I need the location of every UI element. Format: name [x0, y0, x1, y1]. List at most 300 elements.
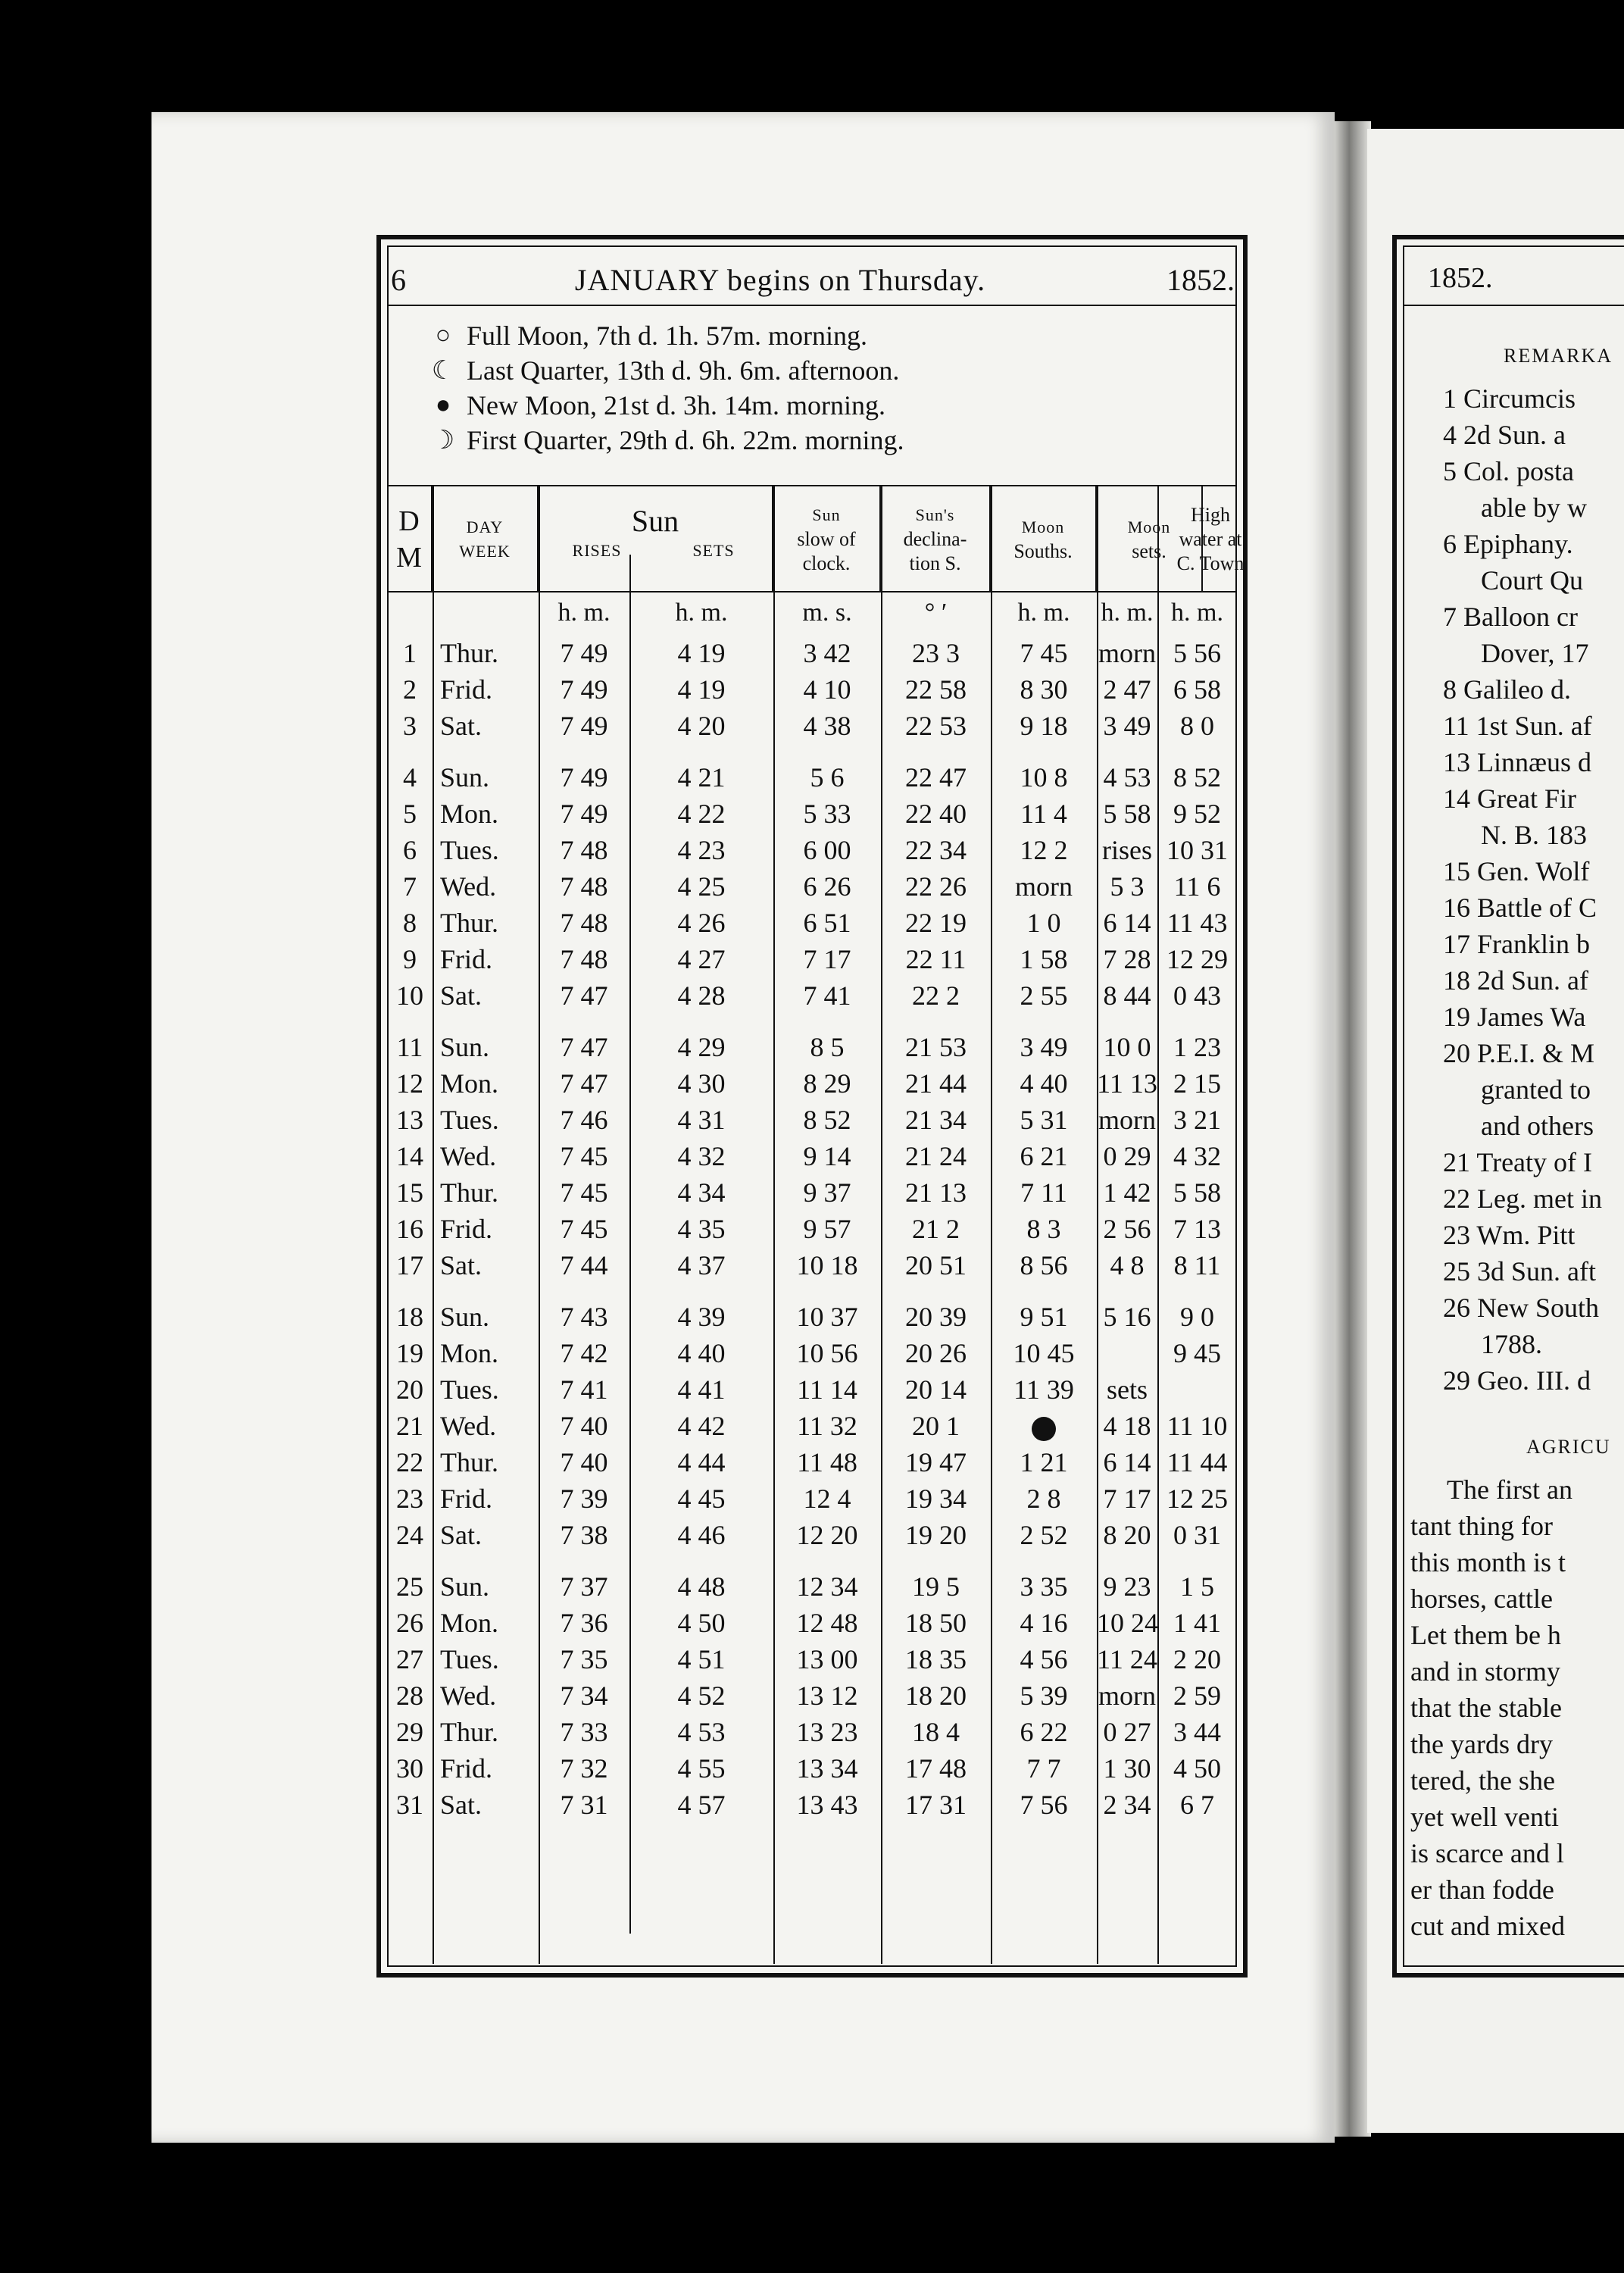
day-number: 13	[396, 1105, 423, 1135]
rises-label: RISES	[572, 541, 622, 560]
high-water: 3 21	[1173, 1105, 1221, 1135]
sun-slow: 11 14	[797, 1374, 857, 1405]
weekday: Tues.	[440, 1374, 499, 1405]
sun-rises: 7 49	[560, 711, 608, 741]
sun-sets: 4 57	[677, 1790, 726, 1820]
page-year: 1852.	[1166, 263, 1235, 297]
remark-line: 4 2d Sun. a	[1443, 420, 1566, 450]
moon-souths: 8 30	[1020, 674, 1068, 705]
sun-rises: 7 31	[560, 1790, 608, 1820]
remark-line: 8 Galileo d.	[1443, 674, 1571, 705]
day-number: 20	[396, 1374, 423, 1405]
weekday: Mon.	[440, 1608, 499, 1638]
remark-line: granted to	[1481, 1074, 1591, 1105]
sets-label: SETS	[692, 541, 735, 560]
sun-declination: 19 5	[912, 1571, 960, 1602]
remark-line: 25 3d Sun. aft	[1443, 1256, 1596, 1287]
agriculture-line: and in stormy	[1410, 1656, 1560, 1687]
moon-souths: 2 8	[1026, 1484, 1061, 1514]
high-water: 9 45	[1173, 1338, 1221, 1368]
slow-label-3: clock.	[802, 552, 851, 574]
sun-declination: 22 34	[905, 835, 967, 865]
sun-slow: 13 43	[796, 1790, 858, 1820]
col-sun-slow	[773, 486, 881, 592]
sun-sets: 4 42	[677, 1411, 726, 1441]
sun-rises: 7 47	[560, 980, 608, 1011]
sun-declination: 21 2	[912, 1214, 960, 1244]
high-water: 12 29	[1166, 944, 1228, 974]
sun-declination: 22 11	[905, 944, 967, 974]
sun-rises: 7 42	[560, 1338, 608, 1368]
sun-slow: 9 57	[803, 1214, 851, 1244]
moon-sets: 3 49	[1103, 711, 1151, 741]
unit-label: h. m.	[1017, 599, 1070, 627]
day-number: 18	[396, 1302, 423, 1332]
day-number: 10	[396, 980, 423, 1011]
moon-sets: 10 24	[1097, 1608, 1158, 1638]
sun-sets: 4 19	[677, 674, 726, 705]
moon-sets: 0 29	[1103, 1141, 1151, 1171]
high-water: 8 11	[1173, 1250, 1221, 1280]
sun-rises: 7 48	[560, 871, 608, 902]
agriculture-line: the yards dry	[1410, 1729, 1553, 1759]
high-water: 10 31	[1166, 835, 1228, 865]
sun-rises: 7 39	[560, 1484, 608, 1514]
moon-souths: 6 21	[1020, 1141, 1068, 1171]
sun-rises: 7 45	[560, 1141, 608, 1171]
sun-rises: 7 40	[560, 1411, 608, 1441]
sun-sets: 4 35	[677, 1214, 726, 1244]
sun-sets: 4 44	[677, 1447, 726, 1477]
table-header-rule	[387, 591, 1237, 592]
sun-declination: 20 26	[905, 1338, 967, 1368]
decl-label-2: declina-	[903, 528, 967, 550]
day-number: 7	[403, 871, 417, 902]
remark-line: 14 Great Fir	[1443, 783, 1576, 814]
almanac-table	[387, 486, 1245, 1964]
sun-slow: 5 33	[803, 799, 851, 829]
weekday: Sun.	[440, 1032, 490, 1062]
phase-text: Last Quarter, 13th d. 9h. 6m. afternoon.	[467, 355, 900, 386]
sun-declination: 22 19	[905, 908, 967, 938]
sun-slow: 12 20	[796, 1520, 858, 1550]
high-water: 5 58	[1173, 1177, 1221, 1208]
dm-d-label: D	[398, 505, 420, 537]
moon-souths: 2 52	[1020, 1520, 1068, 1550]
sun-slow: 6 26	[803, 871, 851, 902]
sun-declination: 22 53	[905, 711, 967, 741]
moon-souths: 10 45	[1013, 1338, 1075, 1368]
moon-souths: 1 21	[1020, 1447, 1068, 1477]
sun-rises: 7 49	[560, 799, 608, 829]
high-water: 1 41	[1173, 1608, 1221, 1638]
moon-souths: 9 18	[1020, 711, 1068, 741]
agriculture-line: is scarce and l	[1410, 1838, 1564, 1868]
sun-slow: 7 41	[803, 980, 851, 1011]
sun-rises: 7 48	[560, 835, 608, 865]
sun-rises: 7 44	[560, 1250, 608, 1280]
sun-rises: 7 37	[560, 1571, 608, 1602]
sun-sets: 4 55	[677, 1753, 726, 1784]
high-water: 11 10	[1166, 1411, 1228, 1441]
sun-declination: 21 34	[905, 1105, 967, 1135]
sun-sets: 4 31	[677, 1105, 726, 1135]
sun-rises: 7 45	[560, 1177, 608, 1208]
right-header-rule	[1403, 305, 1624, 306]
sun-sets: 4 45	[677, 1484, 726, 1514]
moon-sets: 0 27	[1103, 1717, 1151, 1747]
dm-m-label: M	[396, 542, 422, 574]
sun-sets: 4 48	[677, 1571, 726, 1602]
sun-rises: 7 49	[560, 638, 608, 668]
phase-new-moon	[424, 388, 1182, 423]
moon-sets: morn	[1098, 638, 1156, 668]
sun-sets: 4 52	[677, 1681, 726, 1711]
moon-sets: 8 44	[1103, 980, 1151, 1011]
phase-text: First Quarter, 29th d. 6h. 22m. morning.	[467, 425, 904, 455]
sun-declination: 22 58	[905, 674, 967, 705]
weekday: Sun.	[440, 762, 490, 793]
dw-label-1: DAY	[466, 517, 504, 536]
moon-sets: 5 58	[1103, 799, 1151, 829]
sun-rises: 7 35	[560, 1644, 608, 1674]
moon-sets: 4 8	[1110, 1250, 1145, 1280]
decl-label-3: tion S.	[909, 552, 961, 574]
sun-sets: 4 21	[677, 762, 726, 793]
high-water: 8 52	[1173, 762, 1221, 793]
sun-slow: 4 10	[803, 674, 851, 705]
sun-declination: 20 14	[905, 1374, 967, 1405]
sun-declination: 22 2	[912, 980, 960, 1011]
sun-sets: 4 23	[677, 835, 726, 865]
sun-sets: 4 32	[677, 1141, 726, 1171]
sun-declination: 21 24	[905, 1141, 967, 1171]
moon-souths: 6 22	[1020, 1717, 1068, 1747]
remark-line: 11 1st Sun. af	[1443, 711, 1592, 741]
moon-sets: morn	[1098, 1105, 1156, 1135]
remark-line: 13 Linnæus d	[1443, 747, 1592, 777]
moon-sets: 11 13	[1097, 1068, 1157, 1099]
south-label-1: Moon	[1021, 517, 1065, 536]
weekday: Thur.	[440, 638, 498, 668]
remark-line: 21 Treaty of I	[1443, 1147, 1592, 1177]
moon-souths: 7 7	[1026, 1753, 1061, 1784]
moon-sets: 4 18	[1103, 1411, 1151, 1441]
page-number: 6	[391, 263, 406, 297]
scan-background	[0, 0, 1624, 114]
moon-sets: rises	[1102, 835, 1152, 865]
sun-sets: 4 19	[677, 638, 726, 668]
sun-sets: 4 20	[677, 711, 726, 741]
moon-souths: 2 55	[1020, 980, 1068, 1011]
weekday: Sat.	[440, 711, 483, 741]
moon-souths: 7 56	[1020, 1790, 1068, 1820]
sun-slow: 6 00	[803, 835, 851, 865]
remark-line: 6 Epiphany.	[1443, 529, 1573, 559]
msets-label-1: Moon	[1127, 517, 1171, 536]
moon-sets: 11 24	[1097, 1644, 1157, 1674]
high-water: 12 25	[1166, 1484, 1228, 1514]
sun-rises: 7 48	[560, 908, 608, 938]
moon-souths: 5 31	[1020, 1105, 1068, 1135]
remark-line: 17 Franklin b	[1443, 929, 1590, 959]
sun-slow: 10 56	[796, 1338, 858, 1368]
moon-souths: 4 40	[1020, 1068, 1068, 1099]
sun-slow: 11 48	[797, 1447, 857, 1477]
moon-souths: 3 49	[1020, 1032, 1068, 1062]
moon-souths: 1 58	[1020, 944, 1068, 974]
remark-line: 29 Geo. III. d	[1443, 1365, 1591, 1396]
moon-sets: 5 16	[1103, 1302, 1151, 1332]
moon-sets: morn	[1098, 1681, 1156, 1711]
moon-sets: 6 14	[1103, 1447, 1151, 1477]
remark-line: 16 Battle of C	[1443, 893, 1597, 923]
agriculture-line: Let them be h	[1410, 1620, 1561, 1650]
sun-label: Sun	[631, 504, 679, 538]
col-declination	[881, 486, 991, 592]
agriculture-line: tered, the she	[1410, 1765, 1555, 1796]
unit-label: m. s.	[802, 599, 852, 627]
sun-sets: 4 25	[677, 871, 726, 902]
sun-rises: 7 33	[560, 1717, 608, 1747]
sun-slow: 3 42	[803, 638, 851, 668]
phase-text: Full Moon, 7th d. 1h. 57m. morning.	[467, 320, 868, 351]
weekday: Wed.	[440, 1411, 497, 1441]
remark-line: 18 2d Sun. af	[1443, 965, 1588, 996]
sun-slow: 13 23	[796, 1717, 858, 1747]
day-number: 11	[396, 1032, 423, 1062]
sun-sets: 4 41	[677, 1374, 726, 1405]
weekday: Mon.	[440, 799, 499, 829]
day-number: 15	[396, 1177, 423, 1208]
high-water: 4 32	[1173, 1141, 1221, 1171]
sun-declination: 19 20	[905, 1520, 967, 1550]
moon-sets: 8 20	[1103, 1520, 1151, 1550]
sun-sets: 4 29	[677, 1032, 726, 1062]
sun-declination: 19 34	[905, 1484, 967, 1514]
sun-sets: 4 22	[677, 799, 726, 829]
remark-line: able by w	[1481, 492, 1587, 523]
day-number: 31	[396, 1790, 423, 1820]
remark-line: 7 Balloon cr	[1443, 602, 1578, 632]
last-quarter-icon: ☾	[431, 357, 455, 385]
moon-souths: 9 51	[1020, 1302, 1068, 1332]
sun-sets: 4 30	[677, 1068, 726, 1099]
sun-rises: 7 38	[560, 1520, 608, 1550]
agriculture-line: horses, cattle	[1410, 1584, 1553, 1614]
sun-slow: 9 37	[803, 1177, 851, 1208]
weekday: Frid.	[440, 1484, 493, 1514]
sun-rises: 7 46	[560, 1105, 608, 1135]
phase-full-moon	[424, 318, 1182, 353]
sun-declination: 21 53	[905, 1032, 967, 1062]
day-number: 25	[396, 1571, 423, 1602]
day-number: 8	[403, 908, 417, 938]
high-water: 1 23	[1173, 1032, 1221, 1062]
high-water: 8 0	[1180, 711, 1214, 741]
weekday: Sun.	[440, 1302, 490, 1332]
sun-slow: 6 51	[803, 908, 851, 938]
sun-slow: 8 29	[803, 1068, 851, 1099]
remark-line: 22 Leg. met in	[1443, 1183, 1602, 1214]
weekday: Frid.	[440, 1753, 493, 1784]
weekday: Wed.	[440, 1681, 497, 1711]
high-water: 6 7	[1180, 1790, 1214, 1820]
sun-rises: 7 49	[560, 762, 608, 793]
sun-sets: 4 26	[677, 908, 726, 938]
day-number: 24	[396, 1520, 423, 1550]
moon-phases	[424, 318, 1182, 458]
sun-sets: 4 51	[677, 1644, 726, 1674]
sun-rises: 7 34	[560, 1681, 608, 1711]
agriculture-line: tant thing for	[1410, 1511, 1553, 1541]
phase-text: New Moon, 21st d. 3h. 14m. morning.	[467, 390, 885, 421]
moon-souths: 5 39	[1020, 1681, 1068, 1711]
moon-sets: 2 47	[1103, 674, 1151, 705]
sun-slow: 13 34	[796, 1753, 858, 1784]
weekday: Frid.	[440, 674, 493, 705]
moon-sets: 2 34	[1103, 1790, 1151, 1820]
sun-rises: 7 43	[560, 1302, 608, 1332]
moon-souths: morn	[1015, 871, 1073, 902]
weekday: Thur.	[440, 908, 498, 938]
book-gutter	[1335, 121, 1371, 2137]
high-water: 2 15	[1173, 1068, 1221, 1099]
sun-rises: 7 41	[560, 1374, 608, 1405]
sun-declination: 17 48	[905, 1753, 967, 1784]
moon-souths: 7 45	[1020, 638, 1068, 668]
moon-souths: 8 3	[1026, 1214, 1061, 1244]
sun-declination: 22 40	[905, 799, 967, 829]
full-moon-icon: ○	[435, 321, 451, 349]
high-water: 1 5	[1180, 1571, 1214, 1602]
agriculture-line: er than fodde	[1410, 1874, 1554, 1905]
agriculture-line: cut and mixed	[1410, 1911, 1565, 1941]
weekday: Sat.	[440, 1520, 483, 1550]
sun-rises: 7 48	[560, 944, 608, 974]
moon-souths: 4 16	[1020, 1608, 1068, 1638]
slow-label-1: Sun	[812, 505, 841, 524]
day-number: 4	[403, 762, 417, 793]
moon-sets: 1 42	[1103, 1177, 1151, 1208]
high-water: 5 56	[1173, 638, 1221, 668]
sun-rises: 7 47	[560, 1032, 608, 1062]
day-number: 14	[396, 1141, 423, 1171]
sun-rises: 7 32	[560, 1753, 608, 1784]
moon-souths: 3 35	[1020, 1571, 1068, 1602]
high-water: 4 50	[1173, 1753, 1221, 1784]
day-number: 17	[396, 1250, 423, 1280]
phase-first-quarter	[424, 423, 1182, 458]
day-number: 19	[396, 1338, 423, 1368]
unit-label: h. m.	[557, 599, 611, 627]
sun-slow: 8 52	[803, 1105, 851, 1135]
new-moon-icon: ●	[435, 391, 451, 419]
hw-label-3: C. Town	[1176, 552, 1245, 574]
weekday: Frid.	[440, 1214, 493, 1244]
sun-slow: 13 00	[796, 1644, 858, 1674]
sun-sets: 4 34	[677, 1177, 726, 1208]
weekday: Thur.	[440, 1717, 498, 1747]
unit-label: h. m.	[1101, 599, 1154, 627]
high-water: 11 6	[1173, 871, 1221, 902]
sun-sets: 4 27	[677, 944, 726, 974]
day-number: 6	[403, 835, 417, 865]
remark-line: 23 Wm. Pitt	[1443, 1220, 1576, 1250]
sun-sets: 4 53	[677, 1717, 726, 1747]
high-water: 0 31	[1173, 1520, 1221, 1550]
sun-slow: 11 32	[797, 1411, 857, 1441]
moon-sets: 7 17	[1103, 1484, 1151, 1514]
day-number: 5	[403, 799, 417, 829]
page-title: JANUARY begins on Thursday.	[574, 263, 986, 297]
msets-label-2: sets.	[1132, 540, 1166, 562]
weekday: Frid.	[440, 944, 493, 974]
sun-declination: 18 4	[912, 1717, 960, 1747]
sun-sets: 4 37	[677, 1250, 726, 1280]
weekday: Sun.	[440, 1571, 490, 1602]
phase-last-quarter	[424, 353, 1182, 388]
sun-slow: 8 5	[810, 1032, 845, 1062]
day-number: 27	[396, 1644, 423, 1674]
weekday: Thur.	[440, 1177, 498, 1208]
high-water: 3 44	[1173, 1717, 1221, 1747]
high-water: 7 13	[1173, 1214, 1221, 1244]
agriculture-line: this month is t	[1410, 1547, 1566, 1577]
moon-sets: 9 23	[1103, 1571, 1151, 1602]
weekday: Sat.	[440, 1250, 483, 1280]
sun-slow: 9 14	[803, 1141, 851, 1171]
day-number: 16	[396, 1214, 423, 1244]
weekday: Tues.	[440, 1644, 499, 1674]
sun-rises: 7 40	[560, 1447, 608, 1477]
remark-line: 1 Circumcis	[1443, 383, 1576, 414]
unit-label: h. m.	[675, 599, 728, 627]
moon-sets: 2 56	[1103, 1214, 1151, 1244]
sun-declination: 20 1	[912, 1411, 960, 1441]
day-number: 28	[396, 1681, 423, 1711]
moon-sets: 7 28	[1103, 944, 1151, 974]
weekday: Mon.	[440, 1338, 499, 1368]
unit-label: ° ′	[924, 599, 948, 627]
sun-slow: 12 34	[796, 1571, 858, 1602]
sun-declination: 17 31	[905, 1790, 967, 1820]
agriculture-line: yet well venti	[1410, 1802, 1559, 1832]
remark-line: Court Qu	[1481, 565, 1583, 596]
hw-label-1: High	[1191, 504, 1230, 526]
new-moon-icon	[1032, 1417, 1056, 1441]
remark-line: 15 Gen. Wolf	[1443, 856, 1590, 886]
sun-declination: 18 50	[905, 1608, 967, 1638]
moon-souths: 10 8	[1020, 762, 1068, 793]
day-number: 30	[396, 1753, 423, 1784]
weekday: Sat.	[440, 980, 483, 1011]
slow-label-2: slow of	[797, 528, 856, 550]
sun-rises: 7 49	[560, 674, 608, 705]
sun-slow: 13 12	[796, 1681, 858, 1711]
day-number: 9	[403, 944, 417, 974]
sun-declination: 19 47	[905, 1447, 967, 1477]
sun-slow: 5 6	[810, 762, 845, 793]
col-dm	[387, 486, 433, 592]
day-number: 21	[396, 1411, 423, 1441]
high-water: 2 59	[1173, 1681, 1221, 1711]
weekday: Tues.	[440, 1105, 499, 1135]
weekday: Wed.	[440, 871, 497, 902]
moon-souths: 8 56	[1020, 1250, 1068, 1280]
remark-line: 5 Col. posta	[1443, 456, 1575, 486]
day-number: 29	[396, 1717, 423, 1747]
